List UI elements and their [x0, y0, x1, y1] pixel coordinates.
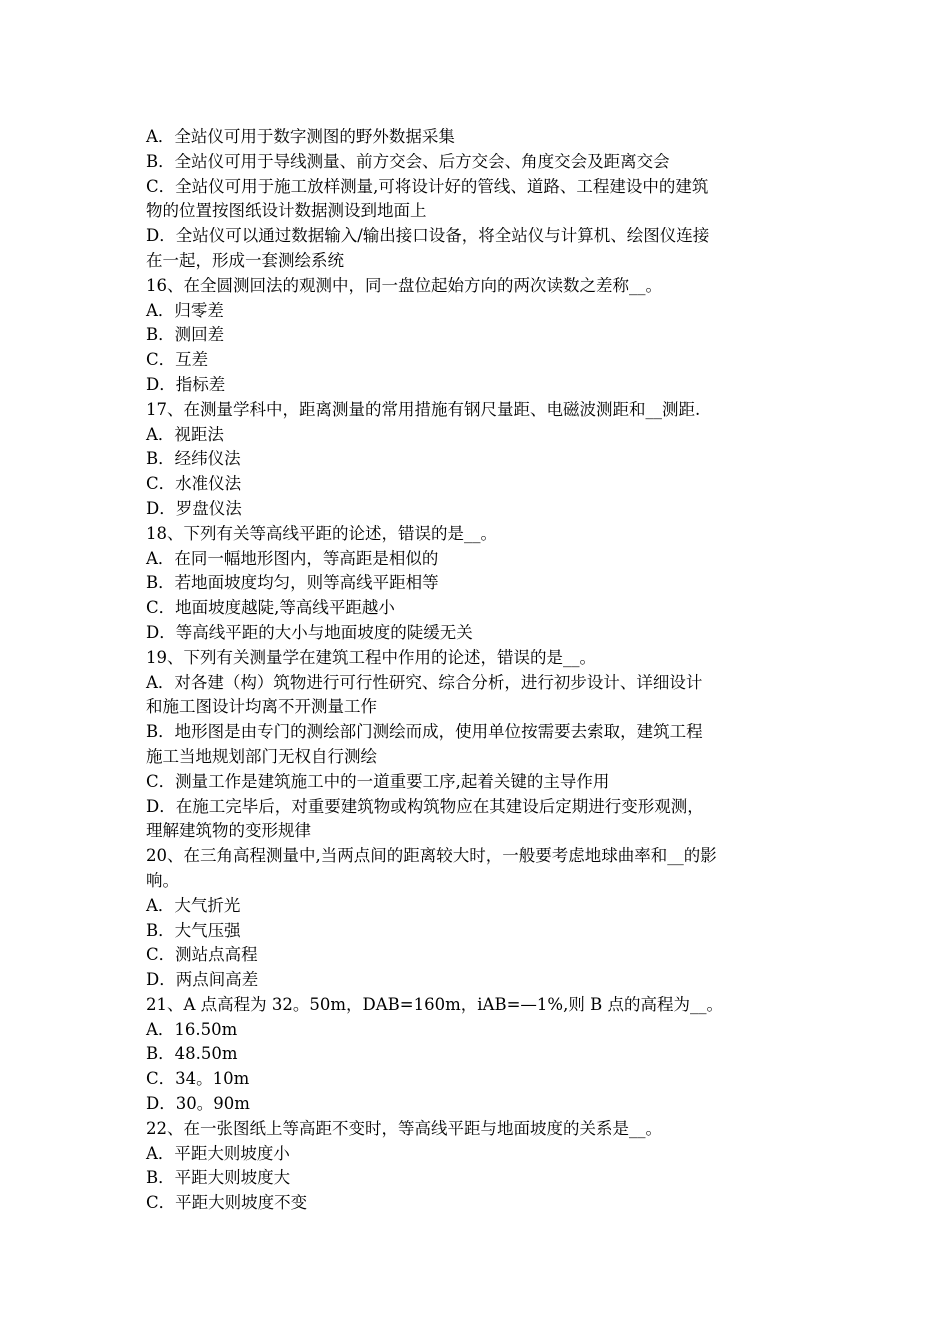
option-line: A．归零差	[146, 300, 224, 320]
text-line: B．全站仪可用于导线测量、前方交会、后方交会、角度交会及距离交会	[146, 151, 670, 171]
question-19: 19、下列有关测量学在建筑工程中作用的论述，错误的是__。	[146, 647, 596, 667]
option-line: D．在施工完毕后，对重要建筑物或构筑物应在其建设后定期进行变形观测，	[146, 796, 704, 816]
option-line: D．指标差	[146, 374, 226, 394]
option-line: B．大气压强	[146, 920, 241, 940]
option-line: C．测站点高程	[146, 945, 258, 965]
option-line: B．地形图是由专门的测绘部门测绘而成，使用单位按需要去索取，建筑工程	[146, 722, 703, 742]
option-line: A．在同一幅地形图内，等高距是相似的	[146, 548, 439, 568]
option-line: D．罗盘仪法	[146, 498, 242, 518]
question-22: 22、在一张图纸上等高距不变时，等高线平距与地面坡度的关系是__。	[146, 1118, 662, 1138]
text-line: 和施工图设计均离不开测量工作	[146, 697, 377, 717]
option-line: C．测量工作是建筑施工中的一道重要工序,起着关键的主导作用	[146, 771, 610, 791]
option-line: A．16.50m	[146, 1019, 238, 1039]
option-line: B．48.50m	[146, 1044, 238, 1064]
option-line: D．30。90m	[146, 1094, 250, 1114]
text-line: C．全站仪可用于施工放样测量,可将设计好的管线、道路、工程建设中的建筑	[146, 176, 709, 196]
option-line: A．大气折光	[146, 895, 241, 915]
question-18: 18、下列有关等高线平距的论述，错误的是__。	[146, 523, 497, 543]
text-line: 响。	[146, 870, 179, 890]
option-line: C．水准仪法	[146, 474, 242, 494]
option-line: C．34。10m	[146, 1069, 250, 1089]
option-line: C．平距大则坡度不变	[146, 1193, 308, 1213]
text-line: 理解建筑物的变形规律	[146, 821, 311, 841]
option-line: A．对各建（构）筑物进行可行性研究、综合分析，进行初步设计、详细设计	[146, 672, 703, 692]
text-line: A．全站仪可用于数字测图的野外数据采集	[146, 127, 455, 146]
option-line: A．平距大则坡度小	[146, 1143, 290, 1163]
question-16: 16、在全圆测回法的观测中，同一盘位起始方向的两次读数之差称__。	[146, 275, 662, 295]
option-line: C．互差	[146, 350, 209, 370]
option-line: A．视距法	[146, 424, 224, 444]
text-line: 施工当地规划部门无权自行测绘	[146, 746, 377, 766]
text-line: 在一起，形成一套测绘系统	[146, 250, 344, 270]
document-body	[146, 125, 810, 1216]
option-line: B．经纬仪法	[146, 449, 241, 469]
text-line: D．全站仪可以通过数据输入/输出接口设备，将全站仪与计算机、绘图仪连接	[146, 226, 710, 246]
option-line: D．两点间高差	[146, 970, 259, 990]
option-line: B．测回差	[146, 325, 225, 345]
option-line: C．地面坡度越陡,等高线平距越小	[146, 598, 395, 618]
option-line: B．若地面坡度均匀，则等高线平距相等	[146, 573, 439, 593]
question-21: 21、A 点高程为 32。50m，DAB=160m，iAB=—1%,则 B 点的高程为__。	[146, 994, 723, 1014]
text-line: 物的位置按图纸设计数据测设到地面上	[146, 201, 427, 221]
option-line: B．平距大则坡度大	[146, 1168, 291, 1188]
option-line: D．等高线平距的大小与地面坡度的陡缓无关	[146, 622, 473, 642]
question-17: 17、在测量学科中，距离测量的常用措施有钢尺量距、电磁波测距和__测距.	[146, 399, 701, 419]
question-20: 20、在三角高程测量中,当两点间的距离较大时，一般要考虑地球曲率和__的影	[146, 846, 717, 866]
